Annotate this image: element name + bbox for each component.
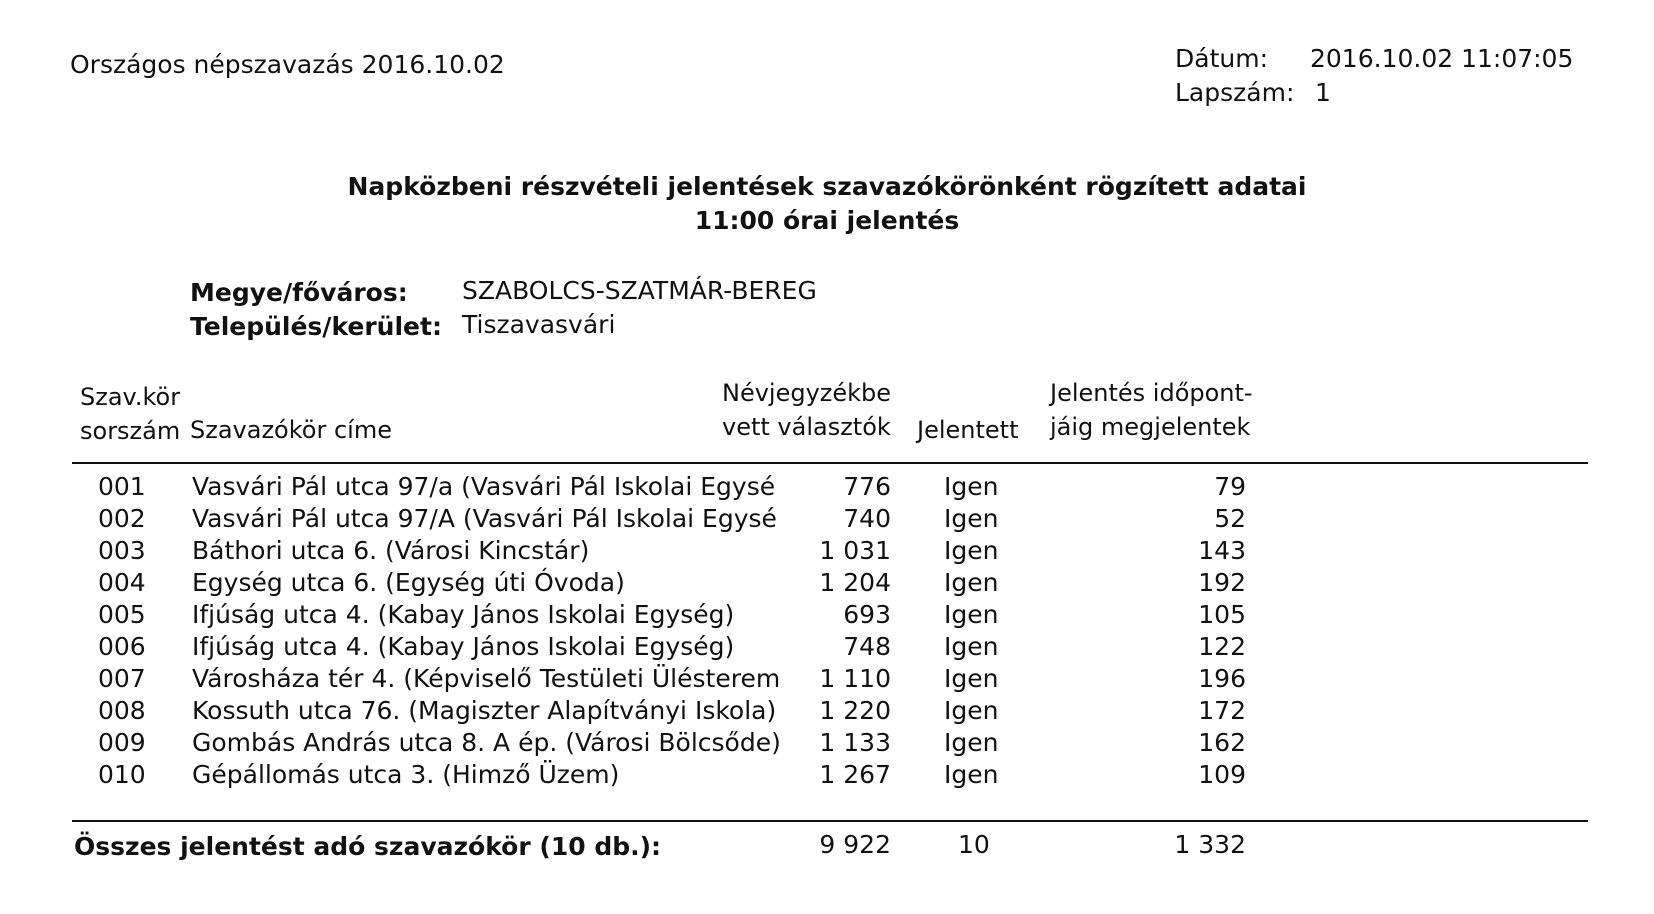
table-row <box>0 568 1654 600</box>
column-header-reported: Jelentett <box>917 416 1019 444</box>
precinct-number: 010 <box>98 760 146 789</box>
table-row <box>0 728 1654 760</box>
turnout-count: 79 <box>1214 472 1246 501</box>
settlement-value: Tiszavasvári <box>462 310 616 339</box>
report-title: Napközbeni részvételi jelentések szavazókörönként rögzített adatai <box>347 172 1307 201</box>
turnout-count: 122 <box>1198 632 1246 661</box>
column-header-voters-line2: vett választók <box>722 413 891 441</box>
column-header-turnout-line2: jáig megjelentek <box>1050 413 1251 441</box>
registered-voters: 1 267 <box>819 760 891 789</box>
total-label: Összes jelentést adó szavazókör (10 db.): <box>74 832 662 861</box>
precinct-number: 008 <box>98 696 146 725</box>
reported-status: Igen <box>944 664 999 693</box>
page-number-value: 1 <box>1315 78 1331 107</box>
column-header-number-line1: Szav.kör <box>80 383 181 411</box>
precinct-number: 002 <box>98 504 146 533</box>
table-row <box>0 536 1654 568</box>
turnout-count: 105 <box>1198 600 1246 629</box>
settlement-label: Település/kerület: <box>190 312 442 341</box>
column-header-turnout <box>1050 376 1253 444</box>
precinct-number: 005 <box>98 600 146 629</box>
table-row <box>0 504 1654 536</box>
total-turnout: 1 332 <box>1174 830 1246 859</box>
date-label: Dátum: <box>1175 44 1268 73</box>
table-row <box>0 760 1654 792</box>
turnout-count: 196 <box>1198 664 1246 693</box>
precinct-address: Gépállomás utca 3. (Himző Üzem) <box>192 760 620 789</box>
precinct-address: Kossuth utca 76. (Magiszter Alapítványi Iskola) <box>192 696 777 725</box>
county-value: SZABOLCS-SZATMÁR-BEREG <box>462 276 817 305</box>
reported-status: Igen <box>944 536 999 565</box>
precinct-address: Ifjúság utca 4. (Kabay János Iskolai Egység) <box>192 600 735 629</box>
precinct-address: Vasvári Pál utca 97/A (Vasvári Pál Iskolai Egysé <box>192 504 777 533</box>
precinct-number: 003 <box>98 536 146 565</box>
table-row <box>0 632 1654 664</box>
reported-status: Igen <box>944 600 999 629</box>
registered-voters: 1 110 <box>819 664 891 693</box>
table-row <box>0 696 1654 728</box>
turnout-count: 192 <box>1198 568 1246 597</box>
precinct-number: 009 <box>98 728 146 757</box>
reported-status: Igen <box>944 728 999 757</box>
registered-voters: 1 220 <box>819 696 891 725</box>
turnout-count: 143 <box>1198 536 1246 565</box>
registered-voters: 776 <box>843 472 891 501</box>
reported-status: Igen <box>944 632 999 661</box>
reported-status: Igen <box>944 568 999 597</box>
election-title: Országos népszavazás 2016.10.02 <box>70 50 505 79</box>
reported-status: Igen <box>944 504 999 533</box>
registered-voters: 1 031 <box>819 536 891 565</box>
precinct-number: 004 <box>98 568 146 597</box>
table-top-rule <box>72 462 1588 464</box>
table-row <box>0 472 1654 504</box>
precinct-number: 007 <box>98 664 146 693</box>
reported-status: Igen <box>944 472 999 501</box>
precinct-number: 001 <box>98 472 146 501</box>
column-header-voters-line1: Névjegyzékbe <box>722 379 892 407</box>
precinct-number: 006 <box>98 632 146 661</box>
precinct-address: Egység utca 6. (Egység úti Óvoda) <box>192 568 625 597</box>
page-number-label: Lapszám: <box>1175 78 1295 107</box>
precinct-address: Vasvári Pál utca 97/a (Vasvári Pál Iskolai Egysé <box>192 472 776 501</box>
registered-voters: 1 204 <box>819 568 891 597</box>
precinct-address: Gombás András utca 8. A ép. (Városi Bölcsőde) <box>192 728 781 757</box>
report-subtitle: 11:00 órai jelentés <box>694 206 960 235</box>
date-value: 2016.10.02 11:07:05 <box>1310 44 1574 73</box>
precinct-address: Báthori utca 6. (Városi Kincstár) <box>192 536 590 565</box>
table-row <box>0 600 1654 632</box>
reported-status: Igen <box>944 696 999 725</box>
registered-voters: 740 <box>843 504 891 533</box>
turnout-count: 52 <box>1214 504 1246 533</box>
registered-voters: 748 <box>843 632 891 661</box>
turnout-count: 109 <box>1198 760 1246 789</box>
reported-status: Igen <box>944 760 999 789</box>
table-row <box>0 664 1654 696</box>
registered-voters: 1 133 <box>819 728 891 757</box>
registered-voters: 693 <box>843 600 891 629</box>
turnout-count: 162 <box>1198 728 1246 757</box>
precinct-address: Ifjúság utca 4. (Kabay János Iskolai Egység) <box>192 632 735 661</box>
total-reported-precincts: 10 <box>958 830 990 859</box>
column-header-number-line2: sorszám <box>80 417 181 445</box>
table-bottom-rule <box>72 820 1588 822</box>
turnout-count: 172 <box>1198 696 1246 725</box>
total-registered-voters: 9 922 <box>819 830 891 859</box>
column-header-address: Szavazókör címe <box>190 416 392 444</box>
column-header-turnout-line1: Jelentés időpont- <box>1050 379 1253 407</box>
column-header-voters <box>722 376 891 444</box>
column-header-number <box>80 380 180 448</box>
precinct-address: Városháza tér 4. (Képviselő Testületi Ülésterem <box>192 664 781 693</box>
county-label: Megye/főváros: <box>190 278 408 307</box>
